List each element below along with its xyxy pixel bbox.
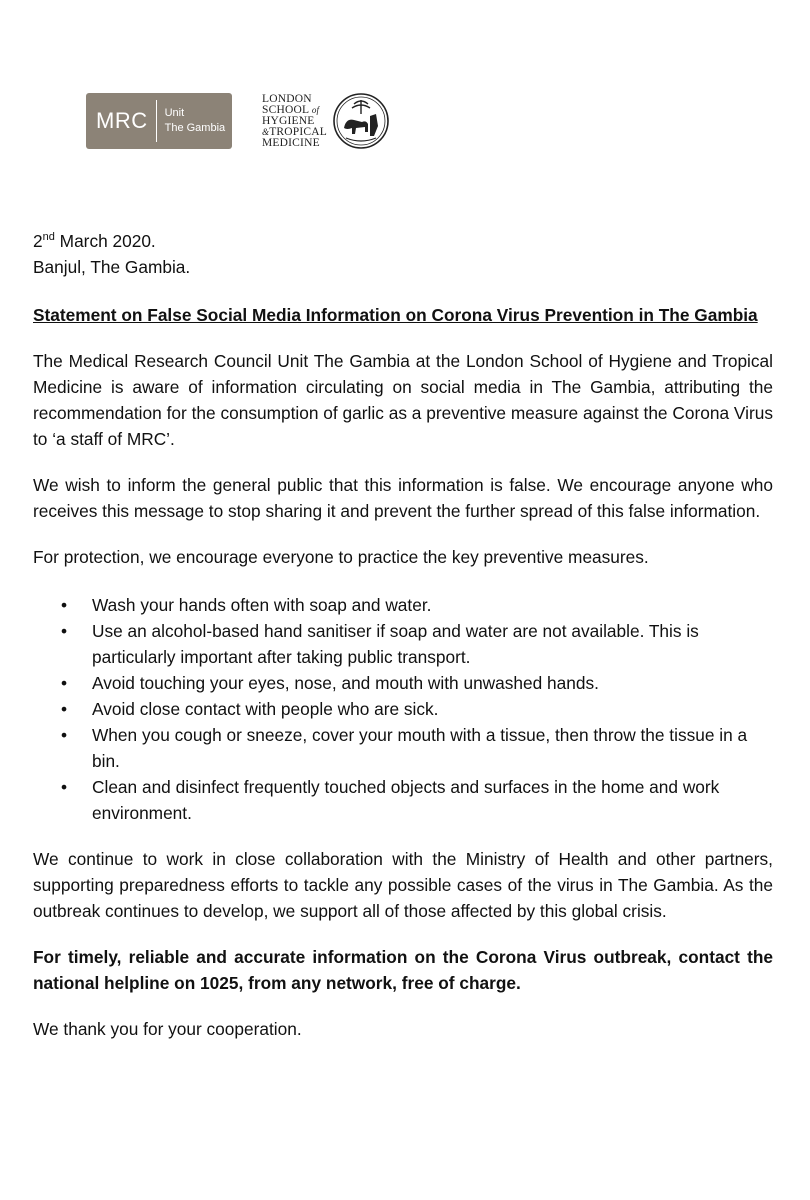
date-suffix: nd [42,231,55,244]
list-item: • Use an alcohol-based hand sanitiser if soap and water are not available. This is particularly important after taking public transport. [33,618,773,670]
paragraph-collaboration: We continue to work in close collaboration with the Ministry of Health and other partners, supporting preparedness efforts to tackle any possible cases of the virus in The Gambia. As the outbreak continues to develop, we support all of those affected by this global crisis. [33,849,773,921]
lshtm-crest-icon [332,92,390,150]
letter-date: 2nd March 2020. [33,231,156,251]
paragraph-awareness: The Medical Research Council Unit The Gambia at the London School of Hygiene and Tropical Medicine is aware of information circulating on social media in The Gambia, attributing the recommendation for the consumption of garlic as a preventive measure against the Corona Virus to ‘a staff of MRC’. [33,351,773,449]
paragraph-protection: For protection, we encourage everyone to practice the key preventive measures. [33,547,649,567]
lshtm-line-5: MEDICINE [262,136,320,149]
closing-line: We thank you for your cooperation. [33,1019,302,1039]
lshtm-amp: & [262,126,270,137]
lshtm-logo [262,92,390,150]
mrc-logo-main: MRC [96,108,148,133]
preventive-measures-list [33,592,773,826]
mrc-logo-subtitle [165,106,226,136]
list-item: • Avoid touching your eyes, nose, and mouth with unwashed hands. [33,670,773,696]
list-item: • Clean and disinfect frequently touched objects and surfaces in the home and work environment. [33,774,773,826]
letter-place: Banjul, The Gambia. [33,257,191,277]
paragraph-false-info: We wish to inform the general public that this information is false. We encourage anyone who receives this message to stop sharing it and prevent the further spread of this false information. [33,475,773,521]
mrc-logo [86,93,232,149]
list-item: • Avoid close contact with people who are sick. [33,696,773,722]
lshtm-line-2: SCHOOL of [262,103,320,116]
lshtm-line-1: LONDON [262,92,312,105]
statement-title: Statement on False Social Media Information on Corona Virus Prevention in The Gambia [33,305,758,325]
list-item: • When you cough or sneeze, cover your mouth with a tissue, then throw the tissue in a bin. [33,722,773,774]
lshtm-line-4: &TROPICAL [262,125,328,138]
letter-body [33,228,773,1042]
lshtm-of: of [311,104,320,115]
lshtm-logo-text [262,94,327,149]
list-item: • Wash your hands often with soap and water. [33,592,773,618]
lshtm-line-3: HYGIENE [262,114,315,127]
paragraph-helpline: For timely, reliable and accurate information on the Corona Virus outbreak, contact the national helpline on 1025, from any network, free of charge. [33,947,773,993]
logo-header [86,92,390,150]
mrc-logo-divider [156,100,157,142]
mrc-logo-location: The Gambia [164,122,226,134]
mrc-logo-unit: Unit [164,107,185,119]
